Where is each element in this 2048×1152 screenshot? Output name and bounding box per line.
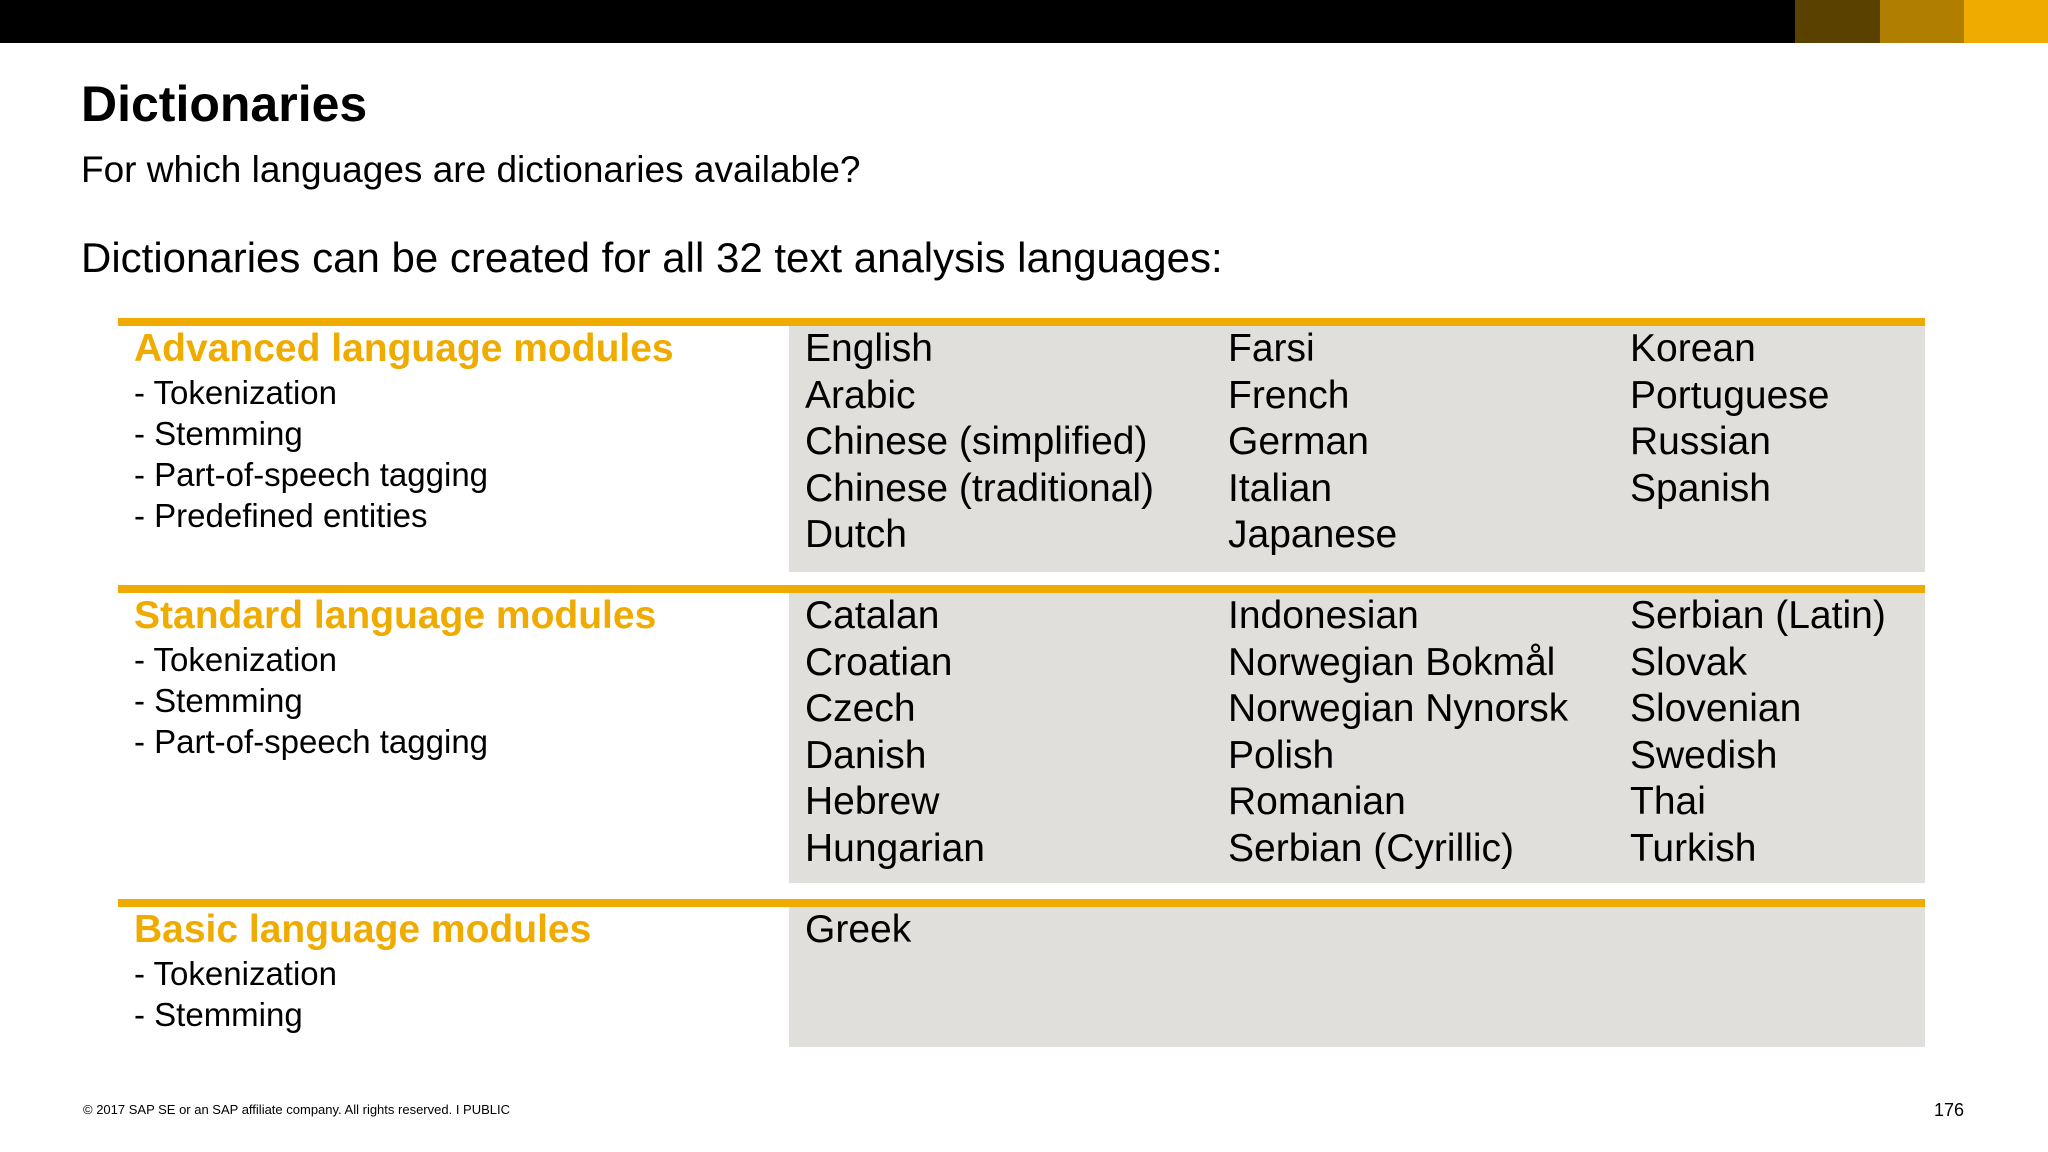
language-item: Norwegian Nynorsk xyxy=(1228,687,1569,730)
feature-item: - Tokenization xyxy=(134,641,338,678)
language-item: Polish xyxy=(1228,733,1335,777)
language-item: Italian xyxy=(1228,466,1333,510)
row-rule xyxy=(118,585,1925,593)
feature-item: - Part-of-speech tagging xyxy=(134,723,489,760)
language-item: Dutch xyxy=(805,513,907,556)
language-item: Hebrew xyxy=(805,780,940,823)
language-column-2 xyxy=(1228,593,1568,872)
language-item: Norwegian Bokmål xyxy=(1228,640,1556,684)
top-bar xyxy=(0,0,2048,43)
module-label xyxy=(134,326,774,536)
module-row-standard xyxy=(118,585,1925,883)
row-rule xyxy=(118,318,1925,326)
language-item: Farsi xyxy=(1228,327,1315,370)
module-row-basic xyxy=(118,899,1925,1047)
language-cell-background xyxy=(789,907,1925,1047)
brand-swatch-mid xyxy=(1880,0,1964,43)
language-item: Arabic xyxy=(805,373,916,417)
module-label xyxy=(134,907,774,1035)
language-item: Portuguese xyxy=(1630,373,1830,417)
language-column-3 xyxy=(1630,593,1886,872)
language-item: Slovak xyxy=(1630,640,1748,684)
row-rule xyxy=(118,899,1925,907)
language-column-3 xyxy=(1630,326,1829,512)
language-column-1 xyxy=(805,326,1154,559)
language-item: Japanese xyxy=(1228,513,1398,556)
page-subtitle: For which languages are dictionaries available? xyxy=(81,149,861,190)
feature-item: - Tokenization xyxy=(134,955,338,992)
copyright-footer: © 2017 SAP SE or an SAP affiliate company. All rights reserved. I PUBLIC xyxy=(83,1102,511,1117)
language-item: Chinese (simplified) xyxy=(805,420,1148,463)
module-label xyxy=(134,593,774,762)
page-number: 176 xyxy=(1933,1100,1964,1120)
intro-statement: Dictionaries can be created for all 32 text analysis languages: xyxy=(81,234,1223,281)
language-item: Hungarian xyxy=(805,826,985,870)
language-item: Spanish xyxy=(1630,466,1771,510)
language-item: Romanian xyxy=(1228,780,1406,823)
brand-swatch-bright xyxy=(1964,0,2048,43)
language-item: Thai xyxy=(1630,780,1706,823)
language-item: Swedish xyxy=(1630,733,1778,777)
language-item: Chinese (traditional) xyxy=(805,466,1155,510)
language-item: Croatian xyxy=(805,640,953,684)
language-item: Catalan xyxy=(805,594,940,637)
language-item: Serbian (Latin) xyxy=(1630,594,1886,637)
feature-item: - Stemming xyxy=(134,415,303,452)
feature-item: - Stemming xyxy=(134,682,303,719)
feature-item: - Part-of-speech tagging xyxy=(134,456,489,493)
language-item: Turkish xyxy=(1630,826,1757,870)
language-item: Czech xyxy=(805,687,916,730)
language-item: Indonesian xyxy=(1228,594,1419,637)
feature-item: - Tokenization xyxy=(134,374,338,411)
language-item: English xyxy=(805,327,933,370)
language-item: Russian xyxy=(1630,420,1771,463)
module-heading: Standard language modules xyxy=(134,594,657,637)
page-title: Dictionaries xyxy=(81,76,368,132)
brand-swatch-dark xyxy=(1795,0,1880,43)
module-row-advanced xyxy=(118,318,1925,572)
language-item: German xyxy=(1228,420,1369,463)
language-column-2 xyxy=(1228,326,1397,559)
language-column-1 xyxy=(805,907,911,954)
language-item: French xyxy=(1228,373,1350,417)
language-item: Greek xyxy=(805,908,912,951)
language-item: Serbian (Cyrillic) xyxy=(1228,826,1515,870)
module-heading: Advanced language modules xyxy=(134,327,674,370)
language-column-1 xyxy=(805,593,985,872)
language-item: Slovenian xyxy=(1630,687,1802,730)
feature-item: - Predefined entities xyxy=(134,497,428,534)
language-item: Korean xyxy=(1630,327,1756,370)
language-item: Danish xyxy=(805,733,927,777)
module-heading: Basic language modules xyxy=(134,908,592,951)
feature-item: - Stemming xyxy=(134,996,303,1033)
